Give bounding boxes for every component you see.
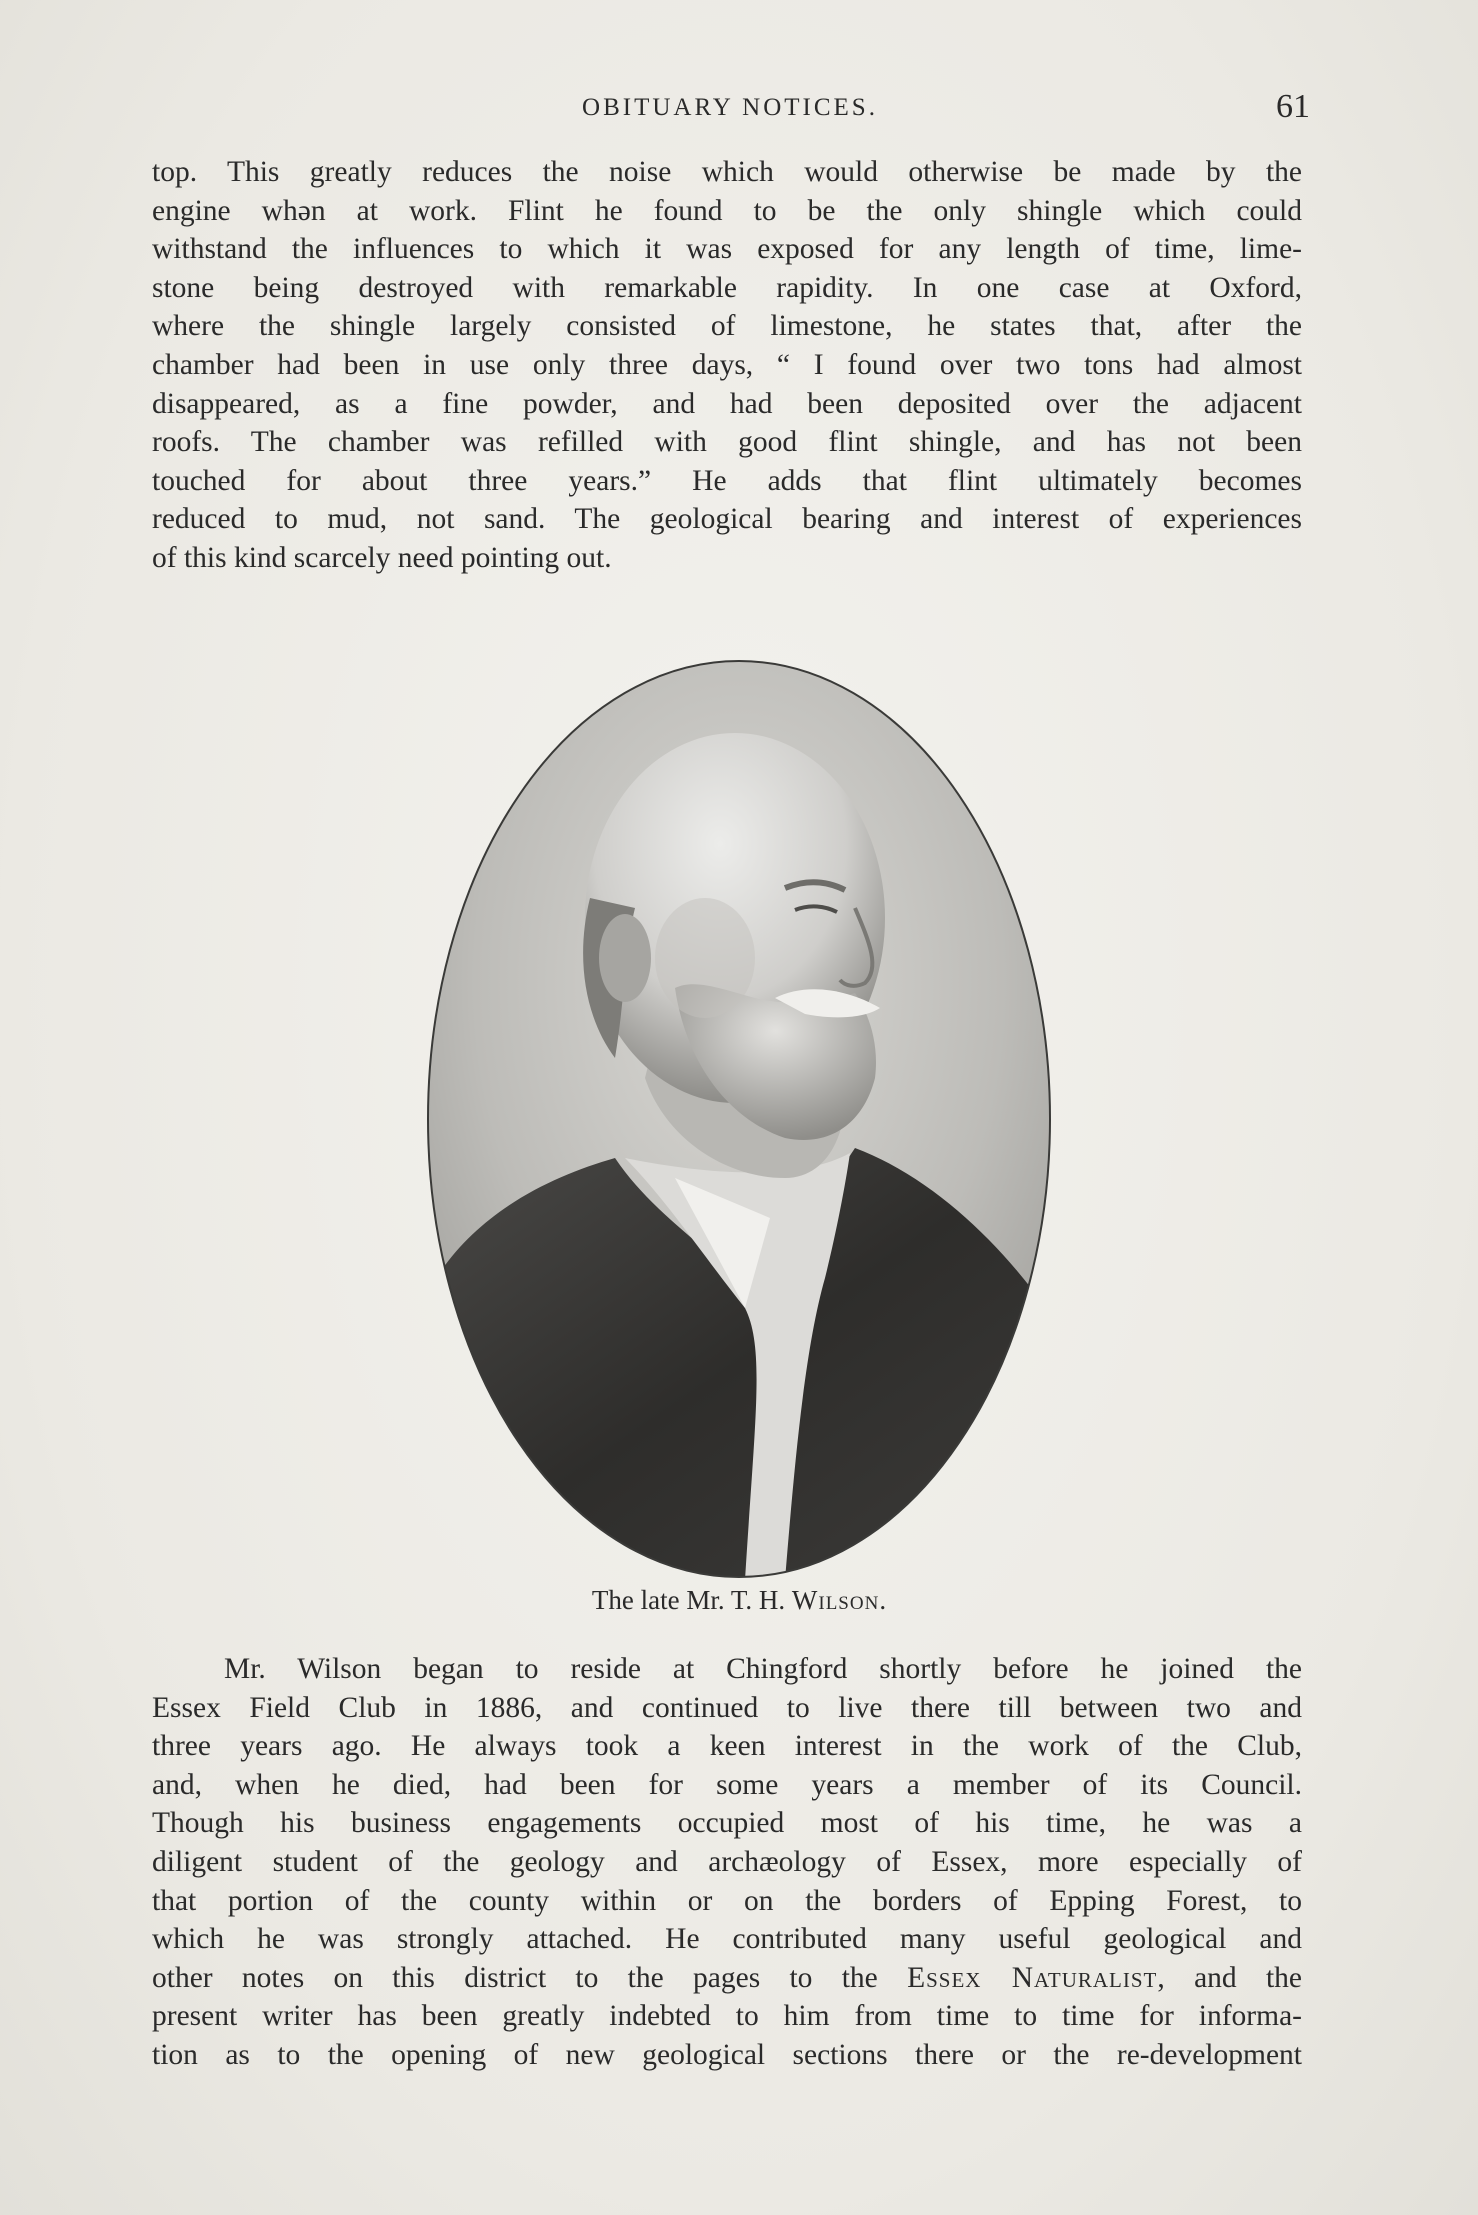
text-line: chamber had been in use only three days, “ I found over two tons had almost (152, 348, 1302, 381)
text-line: roofs. The chamber was refilled with good flint shingle, and has not been (152, 426, 1302, 459)
text-line: and, when he died, had been for some years a member of its Council. (152, 1768, 1302, 1801)
portrait-caption (0, 1585, 1478, 1616)
text-line: disappeared, as a fine powder, and had been deposited over the adjacent (152, 387, 1302, 420)
text-line: reduced to mud, not sand. The geological bearing and interest of experiences (152, 503, 1302, 536)
paragraph-bottom (152, 1650, 1302, 2075)
running-head (150, 88, 1310, 128)
text-line: that portion of the county within or on the borders of Epping Forest, to (152, 1884, 1302, 1917)
text-line: diligent student of the geology and archæology of Essex, more especially of (152, 1845, 1302, 1878)
text-line: where the shingle largely consisted of limestone, he states that, after the (152, 310, 1302, 343)
journal-name: Essex Naturalist (907, 1961, 1158, 1994)
caption-name: Wilson (791, 1585, 880, 1615)
caption-suffix: . (879, 1585, 887, 1615)
text-line: withstand the influences to which it was exposed for any length of time, lime- (152, 233, 1302, 266)
text-line: tion as to the opening of new geological sections there or the re-development (152, 2038, 1302, 2071)
text-line: top. This greatly reduces the noise which would otherwise be made by the (152, 156, 1302, 188)
text-line: three years ago. He always took a keen interest in the work of the Club, (152, 1730, 1302, 1763)
paragraph-top (152, 153, 1302, 578)
text-line: Though his business engagements occupied most of his time, he was a (152, 1807, 1302, 1840)
running-title: OBITUARY NOTICES. (582, 94, 878, 121)
text-line: stone being destroyed with remarkable rapidity. In one case at Oxford, (152, 271, 1302, 304)
text-line: Mr. Wilson began to reside at Chingford shortly before he joined the (224, 1653, 1302, 1685)
caption-prefix: The late Mr. T. H. (591, 1585, 792, 1615)
text-line: Essex Field Club in 1886, and continued to live there till between two and (152, 1691, 1302, 1724)
text-line: engine whən at work. Flint he found to be the only shingle which could (152, 194, 1302, 227)
text-line: present writer has been greatly indebted to him from time to time for informa- (152, 2000, 1302, 2033)
text-line: which he was strongly attached. He contributed many useful geological and (152, 1923, 1302, 1956)
text-line: touched for about three years.” He adds that flint ultimately becomes (152, 464, 1302, 497)
text-segment: other notes on this district to the pages to the (152, 1961, 908, 1994)
text-line (152, 1959, 1302, 1998)
portrait-photograph-icon (425, 658, 1053, 1580)
text-line: of this kind scarcely need pointing out. (152, 541, 612, 574)
page-number: 61 (1276, 88, 1310, 125)
text-segment: , and the (1157, 1961, 1302, 1994)
